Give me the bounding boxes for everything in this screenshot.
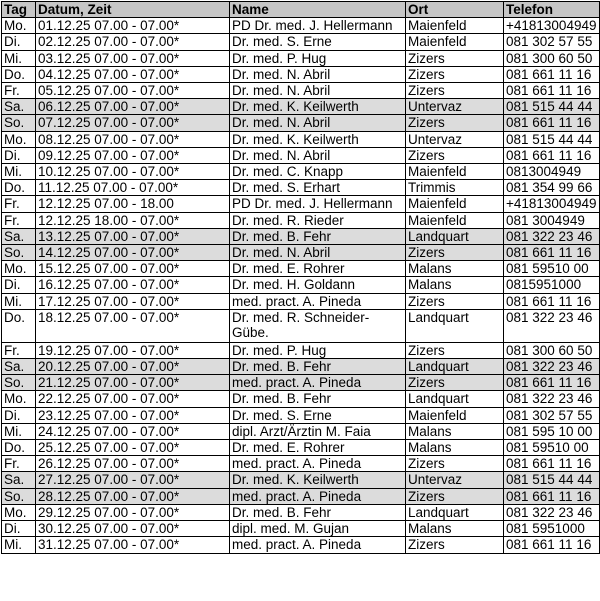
cell-name: Dr. med. N. Abril (230, 66, 406, 82)
cell-ort: Maienfeld (406, 164, 504, 180)
cell-name: Dr. med. H. Goldann (230, 277, 406, 293)
cell-tel: 081 515 44 44 (504, 131, 600, 147)
cell-date: 14.12.25 07.00 - 07.00* (36, 245, 230, 261)
cell-ort: Landquart (406, 309, 504, 342)
cell-date: 31.12.25 07.00 - 07.00* (36, 537, 230, 553)
cell-tag: Fr. (2, 83, 36, 99)
cell-date: 22.12.25 07.00 - 07.00* (36, 391, 230, 407)
cell-ort: Zizers (406, 245, 504, 261)
cell-tel: 081 661 11 16 (504, 293, 600, 309)
cell-ort: Zizers (406, 488, 504, 504)
cell-tag: Do. (2, 180, 36, 196)
cell-tag: Fr. (2, 212, 36, 228)
cell-ort: Untervaz (406, 472, 504, 488)
cell-tag: Di. (2, 521, 36, 537)
table-row (2, 245, 600, 261)
cell-tel: 081 661 11 16 (504, 147, 600, 163)
cell-date: 01.12.25 07.00 - 07.00* (36, 18, 230, 34)
cell-ort: Zizers (406, 293, 504, 309)
cell-ort: Trimmis (406, 180, 504, 196)
cell-tel: 081 322 23 46 (504, 391, 600, 407)
cell-tag: So. (2, 115, 36, 131)
cell-name: dipl. Arzt/Ärztin M. Faia (230, 423, 406, 439)
cell-name: med. pract. A. Pineda (230, 488, 406, 504)
cell-name: Dr. med. K. Keilwerth (230, 99, 406, 115)
table-row (2, 212, 600, 228)
table-row (2, 261, 600, 277)
cell-tag: So. (2, 245, 36, 261)
table-row (2, 309, 600, 342)
cell-tel: 081 515 44 44 (504, 99, 600, 115)
cell-name: Dr. med. K. Keilwerth (230, 131, 406, 147)
cell-name: Dr. med. P. Hug (230, 50, 406, 66)
cell-name: med. pract. A. Pineda (230, 375, 406, 391)
cell-tel: 081 3004949 (504, 212, 600, 228)
cell-date: 24.12.25 07.00 - 07.00* (36, 423, 230, 439)
table-row (2, 196, 600, 212)
cell-name: Dr. med. E. Rohrer (230, 440, 406, 456)
cell-ort: Zizers (406, 115, 504, 131)
cell-tel: 0815951000 (504, 277, 600, 293)
cell-name: Dr. med. B. Fehr (230, 504, 406, 520)
cell-tag: Mo. (2, 504, 36, 520)
cell-tel: 081 661 11 16 (504, 375, 600, 391)
cell-tag: So. (2, 375, 36, 391)
cell-tag: Mi. (2, 423, 36, 439)
cell-tel: 081 302 57 55 (504, 407, 600, 423)
cell-date: 13.12.25 07.00 - 07.00* (36, 228, 230, 244)
cell-name: Dr. med. B. Fehr (230, 391, 406, 407)
cell-date: 30.12.25 07.00 - 07.00* (36, 521, 230, 537)
cell-ort: Maienfeld (406, 34, 504, 50)
cell-tel: 081 354 99 66 (504, 180, 600, 196)
cell-date: 16.12.25 07.00 - 07.00* (36, 277, 230, 293)
cell-name: Dr. med. R. Rieder (230, 212, 406, 228)
cell-name: Dr. med. P. Hug (230, 342, 406, 358)
cell-tag: Sa. (2, 228, 36, 244)
cell-tel: 081 300 60 50 (504, 342, 600, 358)
header-tag: Tag (2, 2, 36, 18)
cell-tag: Fr. (2, 196, 36, 212)
cell-date: 23.12.25 07.00 - 07.00* (36, 407, 230, 423)
duty-schedule-table (1, 1, 600, 554)
table-row (2, 440, 600, 456)
cell-tel: 081 300 60 50 (504, 50, 600, 66)
header-date: Datum, Zeit (36, 2, 230, 18)
cell-tel: 081 661 11 16 (504, 537, 600, 553)
cell-ort: Maienfeld (406, 212, 504, 228)
table-row (2, 34, 600, 50)
cell-date: 18.12.25 07.00 - 07.00* (36, 309, 230, 342)
cell-tag: Mi. (2, 293, 36, 309)
table-body (2, 18, 600, 553)
table-row (2, 147, 600, 163)
cell-tel: 081 322 23 46 (504, 309, 600, 342)
cell-tel: 081 661 11 16 (504, 245, 600, 261)
cell-date: 20.12.25 07.00 - 07.00* (36, 359, 230, 375)
cell-name: Dr. med. N. Abril (230, 245, 406, 261)
cell-tag: Di. (2, 147, 36, 163)
cell-tel: 081 322 23 46 (504, 504, 600, 520)
table-row (2, 342, 600, 358)
cell-ort: Malans (406, 521, 504, 537)
header-tel: Telefon (504, 2, 600, 18)
cell-date: 27.12.25 07.00 - 07.00* (36, 472, 230, 488)
cell-date: 12.12.25 07.00 - 18.00 (36, 196, 230, 212)
cell-ort: Untervaz (406, 99, 504, 115)
cell-tag: Sa. (2, 99, 36, 115)
header-name: Name (230, 2, 406, 18)
cell-tag: Mo. (2, 391, 36, 407)
cell-ort: Untervaz (406, 131, 504, 147)
cell-name: Dr. med. R. Schneider-Gübe. (230, 309, 406, 342)
cell-ort: Zizers (406, 537, 504, 553)
cell-date: 02.12.25 07.00 - 07.00* (36, 34, 230, 50)
table-header-row (2, 2, 600, 18)
cell-ort: Malans (406, 423, 504, 439)
cell-date: 17.12.25 07.00 - 07.00* (36, 293, 230, 309)
cell-ort: Malans (406, 277, 504, 293)
cell-ort: Landquart (406, 504, 504, 520)
cell-tag: Di. (2, 34, 36, 50)
cell-tel: 081 322 23 46 (504, 359, 600, 375)
cell-ort: Zizers (406, 342, 504, 358)
table-row (2, 359, 600, 375)
cell-tel: 081 661 11 16 (504, 115, 600, 131)
cell-name: Dr. med. S. Erne (230, 407, 406, 423)
table-row (2, 423, 600, 439)
cell-date: 04.12.25 07.00 - 07.00* (36, 66, 230, 82)
cell-name: med. pract. A. Pineda (230, 293, 406, 309)
cell-tel: +41813004949 (504, 18, 600, 34)
cell-tag: Mi. (2, 164, 36, 180)
cell-ort: Maienfeld (406, 196, 504, 212)
cell-tel: +41813004949 (504, 196, 600, 212)
table-row (2, 521, 600, 537)
cell-ort: Malans (406, 261, 504, 277)
cell-date: 29.12.25 07.00 - 07.00* (36, 504, 230, 520)
table-row (2, 18, 600, 34)
cell-tag: Mi. (2, 50, 36, 66)
cell-tel: 081 661 11 16 (504, 456, 600, 472)
cell-tag: Di. (2, 407, 36, 423)
table-row (2, 83, 600, 99)
cell-ort: Zizers (406, 50, 504, 66)
cell-tag: Do. (2, 440, 36, 456)
cell-tag: Sa. (2, 472, 36, 488)
cell-date: 26.12.25 07.00 - 07.00* (36, 456, 230, 472)
cell-tag: Mo. (2, 261, 36, 277)
cell-ort: Landquart (406, 391, 504, 407)
cell-date: 21.12.25 07.00 - 07.00* (36, 375, 230, 391)
cell-date: 08.12.25 07.00 - 07.00* (36, 131, 230, 147)
cell-name: Dr. med. S. Erhart (230, 180, 406, 196)
cell-ort: Zizers (406, 456, 504, 472)
cell-tel: 081 661 11 16 (504, 66, 600, 82)
cell-date: 07.12.25 07.00 - 07.00* (36, 115, 230, 131)
cell-tel: 081 661 11 16 (504, 83, 600, 99)
table-row (2, 504, 600, 520)
table-row (2, 99, 600, 115)
cell-tel: 081 59510 00 (504, 440, 600, 456)
cell-ort: Maienfeld (406, 18, 504, 34)
cell-date: 06.12.25 07.00 - 07.00* (36, 99, 230, 115)
table-row (2, 391, 600, 407)
cell-ort: Malans (406, 440, 504, 456)
table-row (2, 375, 600, 391)
cell-ort: Zizers (406, 375, 504, 391)
cell-date: 25.12.25 07.00 - 07.00* (36, 440, 230, 456)
cell-name: PD Dr. med. J. Hellermann (230, 18, 406, 34)
cell-name: PD Dr. med. J. Hellermann (230, 196, 406, 212)
cell-name: Dr. med. N. Abril (230, 115, 406, 131)
table-row (2, 293, 600, 309)
table-row (2, 407, 600, 423)
cell-ort: Landquart (406, 228, 504, 244)
cell-tel: 081 302 57 55 (504, 34, 600, 50)
cell-tag: Mi. (2, 537, 36, 553)
cell-date: 03.12.25 07.00 - 07.00* (36, 50, 230, 66)
cell-tel: 0813004949 (504, 164, 600, 180)
cell-name: med. pract. A. Pineda (230, 456, 406, 472)
cell-tag: So. (2, 488, 36, 504)
cell-tel: 081 59510 00 (504, 261, 600, 277)
cell-date: 11.12.25 07.00 - 07.00* (36, 180, 230, 196)
cell-ort: Zizers (406, 66, 504, 82)
cell-name: Dr. med. B. Fehr (230, 359, 406, 375)
cell-tel: 081 5951000 (504, 521, 600, 537)
cell-tag: Mo. (2, 131, 36, 147)
cell-name: Dr. med. N. Abril (230, 83, 406, 99)
cell-date: 05.12.25 07.00 - 07.00* (36, 83, 230, 99)
cell-date: 09.12.25 07.00 - 07.00* (36, 147, 230, 163)
table-row (2, 228, 600, 244)
cell-name: Dr. med. C. Knapp (230, 164, 406, 180)
table-row (2, 180, 600, 196)
cell-name: Dr. med. S. Erne (230, 34, 406, 50)
cell-date: 10.12.25 07.00 - 07.00* (36, 164, 230, 180)
table-row (2, 50, 600, 66)
cell-date: 12.12.25 18.00 - 07.00* (36, 212, 230, 228)
cell-ort: Maienfeld (406, 407, 504, 423)
cell-tag: Sa. (2, 359, 36, 375)
table-row (2, 131, 600, 147)
table-row (2, 115, 600, 131)
cell-ort: Zizers (406, 147, 504, 163)
cell-ort: Landquart (406, 359, 504, 375)
cell-date: 19.12.25 07.00 - 07.00* (36, 342, 230, 358)
header-ort: Ort (406, 2, 504, 18)
cell-tag: Do. (2, 309, 36, 342)
cell-name: Dr. med. K. Keilwerth (230, 472, 406, 488)
cell-name: med. pract. A. Pineda (230, 537, 406, 553)
cell-name: Dr. med. N. Abril (230, 147, 406, 163)
cell-tag: Fr. (2, 342, 36, 358)
cell-tel: 081 595 10 00 (504, 423, 600, 439)
cell-name: Dr. med. E. Rohrer (230, 261, 406, 277)
table-row (2, 456, 600, 472)
cell-tag: Fr. (2, 456, 36, 472)
cell-date: 15.12.25 07.00 - 07.00* (36, 261, 230, 277)
table-row (2, 277, 600, 293)
cell-tel: 081 515 44 44 (504, 472, 600, 488)
cell-tel: 081 322 23 46 (504, 228, 600, 244)
cell-date: 28.12.25 07.00 - 07.00* (36, 488, 230, 504)
cell-name: dipl. med. M. Gujan (230, 521, 406, 537)
table-row (2, 164, 600, 180)
cell-name: Dr. med. B. Fehr (230, 228, 406, 244)
table-row (2, 472, 600, 488)
cell-ort: Zizers (406, 83, 504, 99)
table-row (2, 66, 600, 82)
table-row (2, 537, 600, 553)
cell-tel: 081 661 11 16 (504, 488, 600, 504)
cell-tag: Di. (2, 277, 36, 293)
cell-tag: Mo. (2, 18, 36, 34)
cell-tag: Do. (2, 66, 36, 82)
table-row (2, 488, 600, 504)
